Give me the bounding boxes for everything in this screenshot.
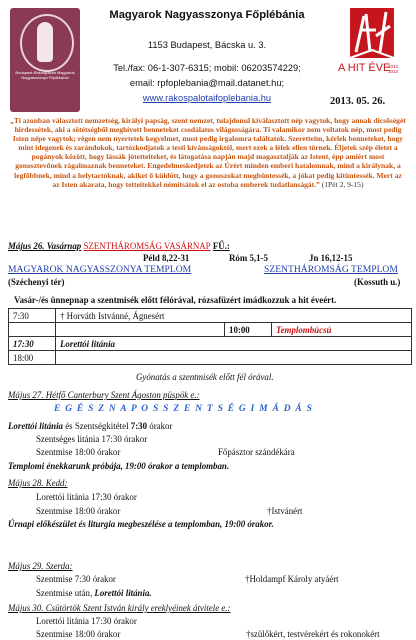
year-of-faith-logo — [336, 8, 408, 84]
may30-intention: †szülőkért, testvérekért és rokonokért — [246, 629, 380, 639]
madonna-figure-icon — [37, 22, 53, 62]
bulletin-date: 2013. 05. 26. — [330, 96, 386, 107]
may28-mass: Szentmise 18:00 órakor — [36, 506, 121, 516]
confession-note: Gyónatás a szentmisék előtt fél órával. — [136, 372, 274, 382]
litany-cell: Lorettói litánia — [56, 337, 412, 351]
reading-1: Péld 8,22-31 — [143, 253, 190, 263]
may30-litany: Lorettói litánia 17:30 órakor — [36, 616, 137, 626]
litany-label: Lorettói litánia. — [94, 588, 152, 598]
may27-intention: Főpásztor szándékára — [218, 447, 295, 457]
table-row — [9, 309, 412, 323]
may28-heading: Május 28. Kedd: — [8, 478, 68, 488]
year-of-faith-label: A HIT ÉVE — [338, 62, 391, 74]
time-suffix: órakor — [147, 421, 173, 431]
may29-line-2 — [36, 588, 152, 598]
phone-line: Tel./fax: 06-1-307-6315; mobil: 06203574229; — [113, 63, 301, 73]
rosary-notice: Vasár-/és ünnepnap a szentmisék előtt félórával, rózsafüzért imádkozzuk a hit éveért. — [14, 295, 337, 305]
mass-schedule-table — [8, 308, 412, 365]
church-right-place: (Kossuth u.) — [354, 277, 401, 287]
adoration-banner: E G É S Z N A P O S S Z E N T S É G I M Á D Á S — [54, 404, 314, 414]
intention-cell: † Horváth Istvánné, Ágnesért — [56, 309, 412, 323]
may29-mass: Szentmise 7:30 órakor — [36, 574, 116, 584]
corpus-christi-prep: Úrnapi előkészület és liturgia megbeszélése a templomban, 19:00 órakor. — [8, 519, 274, 529]
may27-heading: Május 27. Hétfő Canterbury Szent Ágoston püspök e.: — [8, 390, 200, 400]
church-left: MAGYAROK NAGYASSZONYA TEMPLOM — [8, 264, 192, 275]
intention-cell — [56, 351, 412, 365]
time-cell: 18:00 — [9, 351, 56, 365]
may30-mass: Szentmise 18:00 órakor — [36, 629, 121, 639]
litany-label: Lorettói litánia — [8, 421, 63, 431]
table-row — [9, 351, 412, 365]
after-mass-label: Szentmise után, — [36, 588, 95, 598]
may27-line-2: Szentséges litánia 17:30 órakor — [36, 434, 148, 444]
email-line: email: rpfoplebania@mail.datanet.hu; — [129, 78, 285, 88]
time-cell: 10:00 — [225, 323, 272, 337]
quote-text: „Ti azonban választott nemzetség, királyi papság, szent nemzet, tulajdonul kiválasztott nép vagytok, hogy annak dicsőségét hirdessétek, aki a sötétségből meghívott benneteket csodálatos világosságára. Ti valamikor nem voltatok nép, most pedig Isten népe vagytok; régen nem nyertetek kegyelmet, most pedig irgalomra találtatok. Szeretteim, kérlek benneteket, hogy mint idegenek és zarándokok, tartózkodjatok a testi kívánságoktól, mert ezek a lélek ellen törnek. Éljetek szép életet a pogányok között, hogy lássák jótetteiteket, és látogatása napján majd magasztalják az Istent, épp amiért most gonosztevőnek rágalmaznak benneteket. Engedelmeskedjetek az Úrért minden emberi hatalomnak, mind a királynak, a legfőbbnek, mind a helytartóknak, akiket ő küldött, hogy a gonoszokat megbüntessék, a jókat pedig kitüntessék. Mert az az Isten akarata, hogy tetteitekkel némítsátok el az ostoba emberek tudatlanságát.” — [10, 116, 406, 189]
year-of-faith-years: 2012 2013 — [388, 64, 399, 74]
scripture-quote — [10, 116, 406, 189]
address: 1153 Budapest, Bácska u. 3. — [147, 40, 267, 50]
parish-logo — [10, 8, 80, 112]
may28-litany: Lorettói litánia 17:30 órakor — [36, 492, 137, 502]
choir-rehearsal: Templomi énekkarunk próbája, 19:00 órakor a templomban. — [8, 461, 230, 471]
reading-3: Jn 16,12-15 — [309, 253, 353, 263]
church-right: SZENTHÁROMSÁG TEMPLOM — [264, 264, 398, 275]
exposition-label: és Szentségkitétel — [62, 421, 131, 431]
sunday-feast: SZENTHÁROMSÁG VASÁRNAP — [83, 241, 211, 251]
website-link[interactable]: www.rakospalotaifoplebania.hu — [142, 93, 272, 103]
time-cell: 17:30 — [9, 337, 56, 351]
may30-heading: Május 30. Csütörtök Szent István király ereklyéinek átvitele e.: — [8, 603, 231, 613]
sunday-fu: FŰ.: — [212, 241, 230, 251]
may27-mass: Szentmise 18:00 órakor — [36, 447, 121, 457]
may29-heading: Május 29. Szerda: — [8, 561, 73, 571]
may29-intention: †Holdampf Károly atyáért — [245, 574, 339, 584]
feast-cell: Templombúcsú — [272, 323, 412, 337]
sunday-heading — [8, 241, 230, 251]
parish-title: Magyarok Nagyasszonya Főplébánia — [109, 9, 305, 21]
may27-line-1 — [8, 421, 172, 431]
church-left-place: (Széchenyi tér) — [8, 277, 65, 287]
table-row — [9, 323, 412, 337]
table-row — [9, 337, 412, 351]
sunday-day: Május 26. Vasárnap — [8, 241, 82, 251]
reading-2: Róm 5,1-5 — [229, 253, 268, 263]
exposition-time: 7:30 — [130, 421, 148, 431]
quote-reference: (1Pét 2, 9-15) — [321, 179, 364, 189]
may28-intention: †Istvánért — [267, 506, 303, 516]
time-cell: 7:30 — [9, 309, 56, 323]
logo-caption: Budapest-Rákospalota Magyarok Nagyasszonya Főplébánia — [15, 70, 75, 80]
